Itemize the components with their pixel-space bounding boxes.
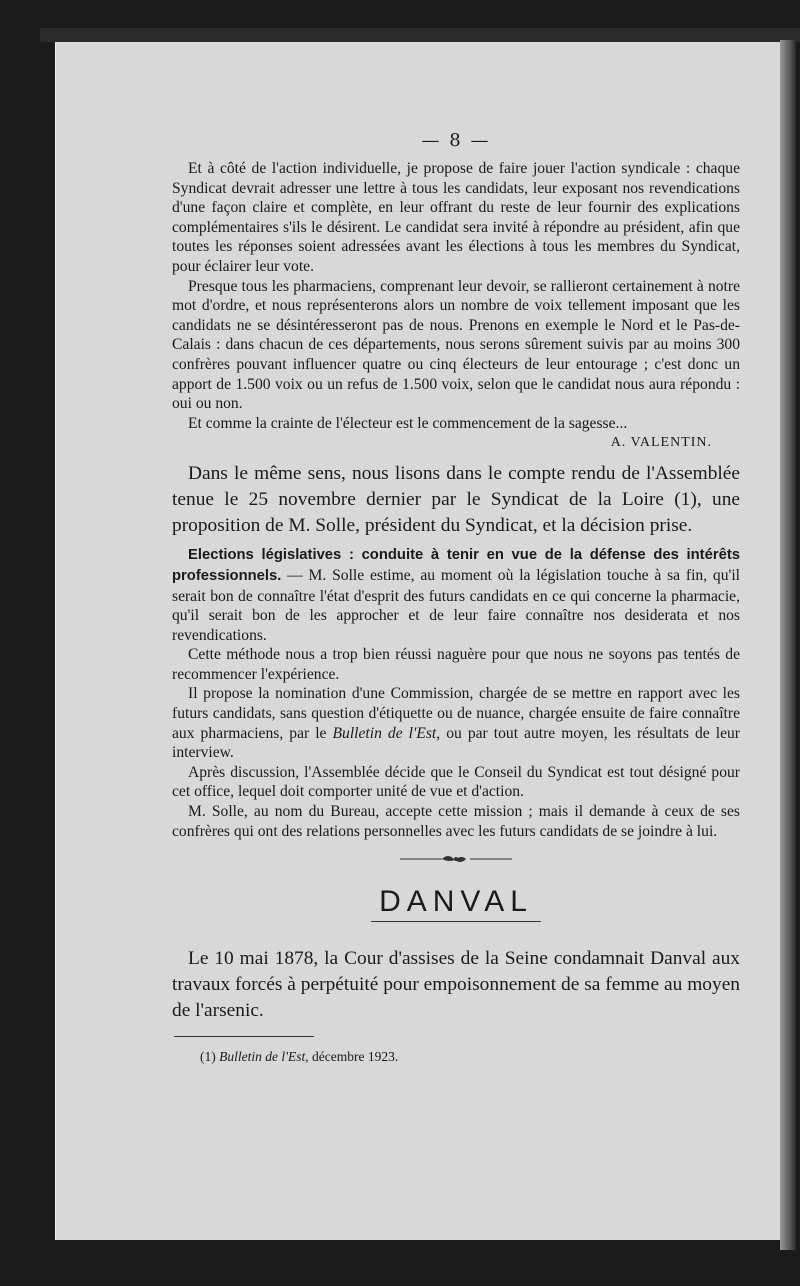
bulletin-title: Bulletin de l'Est (332, 724, 437, 742)
section-paragraph-1: Le 10 mai 1878, la Cour d'assises de la Seine condamnait Danval aux travaux forcés à perpétuité pour empoisonnement de sa femme au moyen de l'arsenic. (172, 948, 740, 1022)
page-number: — 8 — (421, 130, 491, 151)
article-paragraph-2: Presque tous les pharmaciens, comprenant leur devoir, se rallieront certainement à notre mot d'ordre, et nous représenterons alors un nombre de voix tellement imposant que les candidats ne se désintéresseront pas de nous. Prenons en exemple le Nord et le Pas-de-Calais : dans chacun de ces départements, nous serons sûrement suivis par au moins 300 confrères pouvant influencer quatre ou cinq électeurs de leur entourage ; c'est donc un apport de 1.500 voix ou un refus de 1.500 voix, selon que le candidat nous aura répondu : oui ou non. (172, 277, 740, 413)
minutes-paragraph-5: M. Solle, au nom du Bureau, accepte cette mission ; mais il demande à ceux de ses confrères qui ont des relations personnelles avec les futurs candidats de se joindre à lui. (172, 803, 740, 840)
article-signature: A. VALENTIN. (610, 435, 712, 451)
minutes-paragraph-1-text: — M. Solle estime, au moment où la législation touche à sa fin, qu'il serait bon de connaître l'état d'esprit des futurs candidats en ce qui concerne la pharmacie, qu'il serait bon de les approcher et de leur faire connaître nos desiderata et nos revendications. (172, 566, 740, 644)
minutes-heading: Elections législatives : conduite à tenir en vue de la défense des intérêts professionnels. (172, 547, 740, 584)
footnote-date: , décembre 1923. (305, 1049, 399, 1065)
minutes-paragraph-3-end: , ou par tout autre moyen, les résultats de leur interview. (172, 724, 740, 762)
footnote-rule (174, 1036, 314, 1037)
scan-top-shadow (40, 28, 800, 42)
minutes-paragraph-1 (172, 545, 740, 645)
minutes-paragraph-3 (172, 684, 740, 762)
ornament-divider (172, 851, 740, 871)
footnote (200, 1049, 740, 1065)
article-paragraph-1: Et à côté de l'action individuelle, je propose de faire jouer l'action syndicale : chaque Syndicat devrait adresser une lettre à tous les candidats, leur exposant nos revendications d'une façon claire et complète, en leur offrant du reste de leur fournir des explications complémentaires s'ils le désirent. Le candidat sera invité à répondre au président, afin que toutes les réponses soient adressées avant les élections à tous les membres du Syndicat, pour éclairer leur vote. (172, 160, 740, 275)
title-underline (371, 921, 541, 922)
minutes-paragraph-4: Après discussion, l'Assemblée décide que le Conseil du Syndicat est tout désigné pour cet office, lequel doit comporter unité de vue et d'action. (172, 763, 740, 801)
section-title: DANVAL (379, 885, 533, 919)
minutes-paragraph-3-start: Il propose la nomination d'une Commission, chargée de se mettre en rapport avec les futurs candidats, sans question d'étiquette ou de nuance, chargée ensuite de faire connaître aux pharmaciens, par le (172, 685, 740, 742)
footnote-marker: (1) (200, 1049, 220, 1065)
page-content (172, 130, 740, 1065)
footnote-source: Bulletin de l'Est (219, 1049, 306, 1065)
article-paragraph-3: Et comme la crainte de l'électeur est le commencement de la sagesse... (188, 414, 628, 432)
minutes-paragraph-2: Cette méthode nous a trop bien réussi naguère pour que nous ne soyons pas tentés de recommencer l'expérience. (172, 646, 740, 683)
intro-paragraph: Dans le même sens, nous lisons dans le compte rendu de l'Assemblée tenue le 25 novembre dernier par le Syndicat de la Loire (1), une proposition de M. Solle, président du Syndicat, et la décision prise. (172, 463, 740, 537)
page-edge (780, 40, 796, 1250)
